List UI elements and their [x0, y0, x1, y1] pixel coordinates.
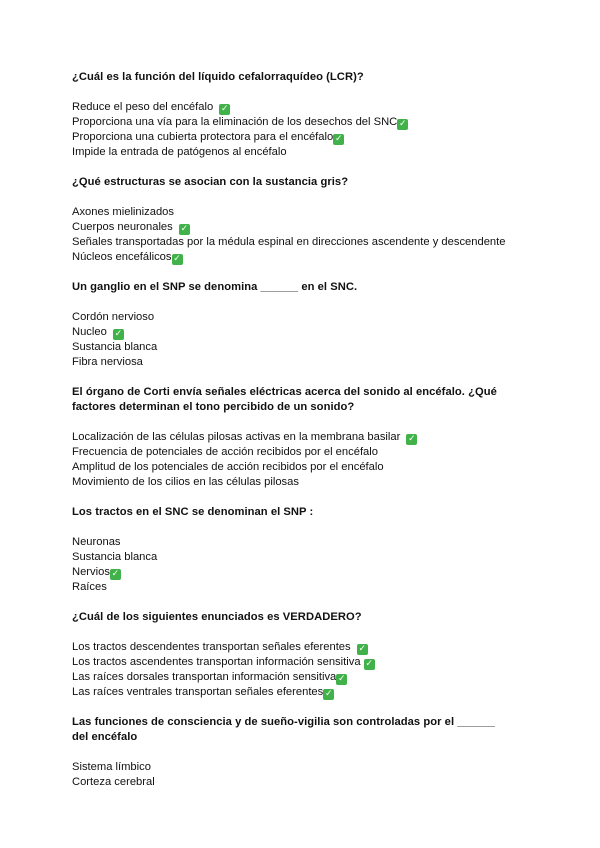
check-mark-icon: ✓: [114, 329, 123, 339]
option-item: [72, 220, 532, 235]
option-item: [72, 775, 532, 790]
option-item: [72, 310, 532, 325]
question-block-7: [72, 715, 532, 790]
question-block-3: [72, 280, 532, 370]
check-mark-icon: ✓: [408, 434, 416, 444]
option-label: Sustancia blanca: [72, 551, 158, 563]
check-mark-icon: ✓: [180, 224, 189, 234]
option-item: [72, 670, 532, 685]
option-label: Proporciona una cubierta protectora para el encéfalo: [72, 131, 334, 143]
option-label: Las raíces ventrales transportan señales eferentes: [72, 686, 324, 698]
option-label: Núcleos encefálicos: [72, 251, 172, 263]
option-item: [72, 100, 532, 115]
option-label: Localización de las células pilosas activas en la membrana basilar: [72, 431, 401, 443]
option-label: Los tractos descendentes transportan señales eferentes: [72, 641, 351, 653]
option-item: [72, 640, 532, 655]
option-item: [72, 115, 532, 130]
option-label: Reduce el peso del encéfalo: [72, 101, 214, 113]
check-mark-icon: ✓: [334, 134, 343, 144]
option-item: [72, 460, 532, 475]
option-label: Fibra nerviosa: [72, 356, 143, 368]
check-mark-icon: ✓: [324, 689, 333, 699]
question-text: Un ganglio en el SNP se denomina ______ en el SNC.: [72, 281, 358, 293]
quiz-document: [72, 70, 532, 805]
question-text: ¿Cuál de los siguientes enunciados es VERDADERO?: [72, 611, 362, 623]
question-block-4: [72, 385, 532, 490]
option-label: Las raíces dorsales transportan información sensitiva: [72, 671, 337, 683]
option-label: Nucleo: [72, 326, 107, 338]
option-item: [72, 760, 532, 775]
question-text: ¿Cuál es la función del líquido cefalorraquídeo (LCR)?: [72, 71, 364, 83]
option-item: [72, 340, 532, 355]
option-label: Impide la entrada de patógenos al encéfalo: [72, 146, 287, 158]
option-label: Corteza cerebral: [72, 776, 155, 788]
option-label: Cordón nervioso: [72, 311, 155, 323]
option-item: [72, 565, 532, 580]
option-item: [72, 430, 532, 445]
option-item: [72, 535, 532, 550]
option-item: [72, 130, 532, 145]
question-block-2: [72, 175, 532, 265]
option-label: Nervios: [72, 566, 110, 578]
check-mark-icon: ✓: [338, 674, 346, 684]
option-item: [72, 580, 532, 595]
option-label: Movimiento de los cilios en las células pilosas: [72, 476, 299, 488]
question-block-1: [72, 70, 532, 160]
question-text: Los tractos en el SNC se denominan el SNP :: [72, 506, 314, 518]
question-text: El órgano de Corti envía señales eléctricas acerca del sonido al encéfalo. ¿Qué factores determinan el tono percibido de un sonido?: [72, 386, 497, 413]
option-label: Proporciona una vía para la eliminación de los desechos del SNC: [72, 116, 398, 128]
option-item: [72, 550, 532, 565]
option-item: [72, 445, 532, 460]
check-mark-icon: ✓: [365, 659, 373, 669]
question-block-6: [72, 610, 532, 700]
option-label: Neuronas: [72, 536, 121, 548]
option-item: [72, 475, 532, 490]
option-item: [72, 235, 532, 250]
check-mark-icon: ✓: [111, 569, 120, 579]
option-item: [72, 205, 532, 220]
check-mark-icon: ✓: [358, 644, 366, 654]
option-label: Señales transportadas por la médula espinal en direcciones ascendente y descendente: [72, 236, 506, 248]
option-item: [72, 145, 532, 160]
question-text: ¿Qué estructuras se asocian con la sustancia gris?: [72, 176, 349, 188]
option-label: Los tractos ascendentes transportan información sensitiva: [72, 656, 361, 668]
option-item: [72, 655, 532, 670]
option-label: Raíces: [72, 581, 107, 593]
option-item: [72, 355, 532, 370]
check-mark-icon: ✓: [221, 104, 229, 114]
option-item: [72, 325, 532, 340]
option-label: Sustancia blanca: [72, 341, 158, 353]
question-text: Las funciones de consciencia y de sueño-vigilia son controladas por el ______ del encéfalo: [72, 716, 495, 743]
check-mark-icon: ✓: [398, 119, 407, 129]
option-label: Axones mielinizados: [72, 206, 174, 218]
question-block-5: [72, 505, 532, 595]
option-label: Cuerpos neuronales: [72, 221, 173, 233]
option-item: [72, 250, 532, 265]
option-label: Amplitud de los potenciales de acción recibidos por el encéfalo: [72, 461, 384, 473]
option-label: Frecuencia de potenciales de acción recibidos por el encéfalo: [72, 446, 378, 458]
option-item: [72, 685, 532, 700]
check-mark-icon: ✓: [173, 254, 181, 264]
option-label: Sistema límbico: [72, 761, 151, 773]
